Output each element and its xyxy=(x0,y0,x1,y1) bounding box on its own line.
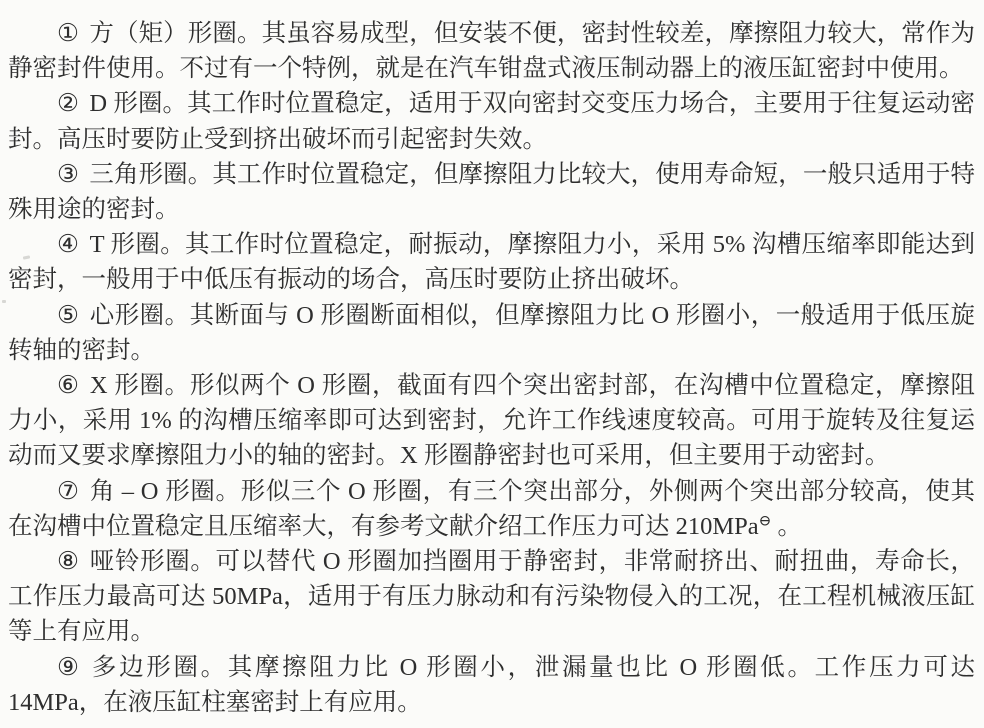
item-marker-5: ⑤ xyxy=(57,301,80,329)
item-text-4: T 形圈。其工作时位置稳定，耐振动，摩擦阻力小，采用 5% 沟槽压缩率即能达到密封，一般用于中低压有振动的场合，高压时要防止挤出破坏。 xyxy=(8,231,975,294)
item-text-2: D 形圈。其工作时位置稳定，适用于双向密封交变压力场合，主要用于往复运动密封。高压时要防止受到挤出破坏而引起密封失效。 xyxy=(8,90,975,153)
list-item-square-ring xyxy=(8,16,975,86)
item-marker-3: ③ xyxy=(57,160,80,188)
item-text-5: 心形圈。其断面与 O 形圈断面相似，但摩擦阻力比 O 形圈小，一般适用于低压旋转轴的密封。 xyxy=(8,301,975,364)
item-marker-7: ⑦ xyxy=(57,477,80,505)
item-text-1: 方（矩）形圈。其虽容易成型，但安装不便，密封性较差，摩擦阻力较大，常作为静密封件使用。不过有一个特例，就是在汽车钳盘式液压制动器上的液压缸密封中使用。 xyxy=(8,20,976,83)
item-text-3: 三角形圈。其工作时位置稳定，但摩擦阻力比较大，使用寿命短，一般只适用于特殊用途的密封。 xyxy=(8,160,976,224)
item-text-8: 哑铃形圈。可以替代 O 形圈加挡圈用于静密封，非常耐挤出、耐扭曲，寿命长，工作压力最高可达 50MPa，适用于有压力脉动和有污染物侵入的工况，在工程机械液压缸等上有应用。 xyxy=(8,548,975,646)
item-marker-8: ⑧ xyxy=(57,548,80,576)
item-text-6: X 形圈。形似两个 O 形圈，截面有四个突出密封部，在沟槽中位置稳定，摩擦阻力小，采用 1% 的沟槽压缩率即可达到密封，允许工作线速度较高。可用于旋转及往复运动而又要求摩擦阻力小的轴的密封。X 形圈静密封也可采用，但主要用于动密封。 xyxy=(8,372,975,470)
item-marker-2: ② xyxy=(57,90,80,118)
item-marker-4: ④ xyxy=(57,231,80,259)
item-text-7-after: 。 xyxy=(771,512,803,540)
scan-artifact-speck xyxy=(2,300,6,303)
item-marker-9: ⑨ xyxy=(57,653,82,681)
item-marker-1: ① xyxy=(57,20,80,47)
list-item-heart-ring xyxy=(8,298,975,368)
list-item-d-ring xyxy=(8,86,975,156)
list-item-t-ring xyxy=(8,227,975,297)
item-marker-6: ⑥ xyxy=(57,372,80,400)
list-item-triangle-ring xyxy=(8,157,975,227)
footnote-ref-icon: ⊖ xyxy=(758,512,772,530)
list-item-angle-o-ring xyxy=(8,474,975,544)
item-text-9: 多边形圈。其摩擦阻力比 O 形圈小，泄漏量也比 O 形圈低。工作压力可达 14MPa，在液压缸柱塞密封上有应用。 xyxy=(8,653,975,716)
item-text-7: 角 – O 形圈。形似三个 O 形圈，有三个突出部分，外侧两个突出部分较高，使其在沟槽中位置稳定且压缩率大，有参考文献介绍工作压力可达 210MPa xyxy=(8,477,975,540)
list-item-x-ring xyxy=(8,368,975,474)
list-item-dumbbell-ring xyxy=(8,544,975,650)
list-item-polygon-ring xyxy=(8,650,975,720)
